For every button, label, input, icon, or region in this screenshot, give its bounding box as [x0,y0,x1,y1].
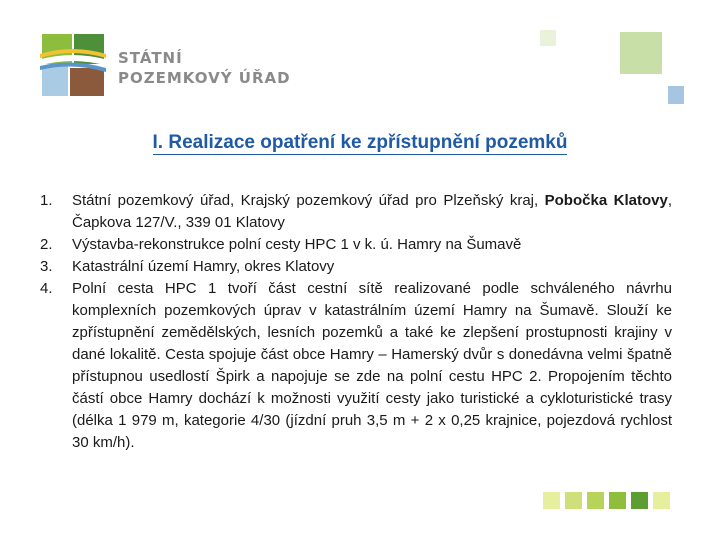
logo-text [118,48,291,88]
item-list [40,190,672,454]
decor-bottom-square [609,492,626,509]
item-number: 1. [40,192,53,209]
list-item [40,190,672,234]
logo-lightblue-block [42,66,68,96]
item-text: Výstavba-rekonstrukce polní cesty HPC 1 v k. ú. Hamry na Šumavě [72,236,522,253]
decor-bottom-square [653,492,670,509]
logo [36,28,291,108]
item-number: 2. [40,236,53,253]
list-item [40,234,672,256]
decor-square-2 [620,32,662,74]
logo-brown-block [70,68,104,96]
page-title-text: I. Realizace opatření ke zpřístupnění pozemků [152,132,568,153]
decor-bottom-square [543,492,560,509]
item-text: Polní cesta HPC 1 tvoří část cestní sítě realizované podle schváleného návrhu komplexních pozemkových úprav v katastrálním území Hamry na Šumavě. Slouží ke zpřístupnění zemědělských, lesních pozemků a také ke zlepšení prostupnosti krajiny v dané lokalitě. Cesta spojuje část obce Hamry – Hamerský dvůr s donedávna velmi špatně přístupnou usedlostí Špirk a napojuje se zde na polní cestu HPC 2. Propojením těchto částí obce Hamry dochází k možnosti využití cesty jako turistické a cykloturistické trasy (délka 1 979 m, kategorie 4/30 (jízdní pruh 3,5 m + 2 x 0,25 krajnice, pojezdová rychlost 30 km/h). [72,280,672,451]
item-number: 3. [40,258,53,275]
item-text: Státní pozemkový úřad, Krajský pozemkový úřad pro Plzeňský kraj, [72,192,545,209]
item-text-rest: , Čapkova 127/V., 339 01 Klatovy [72,192,672,231]
page-title [0,132,720,154]
item-text: Katastrální území Hamry, okres Klatovy [72,258,335,275]
logo-line-1: STÁTNÍ [118,49,183,67]
decor-bottom-square [631,492,648,509]
decor-square-3 [668,86,684,104]
item-number: 4. [40,280,53,297]
logo-line-2: POZEMKOVÝ ÚŘAD [118,69,291,87]
item-bold-text: Pobočka Klatovy [544,192,668,209]
list-item [40,278,672,454]
decor-bottom-square [565,492,582,509]
list-item [40,256,672,278]
decor-square-1 [540,30,556,46]
logo-mark-icon [36,28,108,100]
decor-bottom-square [587,492,604,509]
